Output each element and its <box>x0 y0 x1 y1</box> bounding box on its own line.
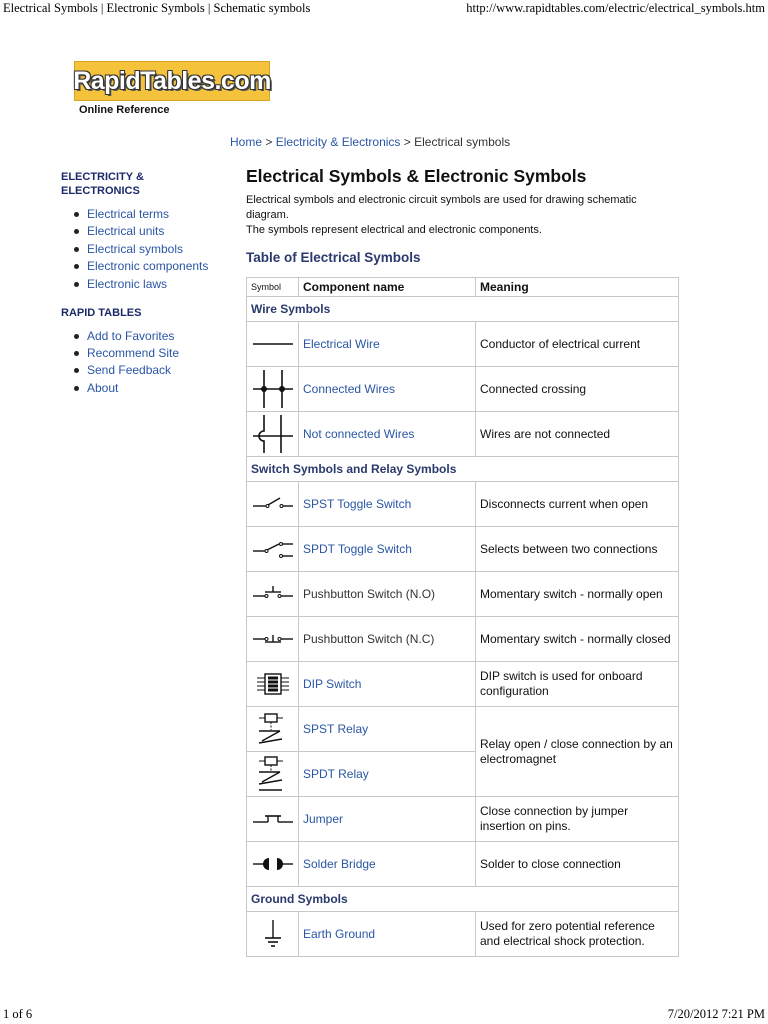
header-symbol: Symbol <box>247 278 299 297</box>
sidebar-link[interactable]: Electrical symbols <box>87 241 184 256</box>
sidebar-item-electrical-units <box>74 223 211 239</box>
sidebar-link[interactable]: Electrical units <box>87 224 165 239</box>
component-link[interactable]: DIP Switch <box>303 677 362 691</box>
sidebar-heading-rapid-tables: RAPID TABLES <box>61 306 142 319</box>
sidebar-item-electronic-laws <box>74 276 211 292</box>
component-link[interactable]: SPDT Toggle Switch <box>303 542 412 556</box>
section-row <box>247 887 679 912</box>
table-row <box>247 842 679 887</box>
symbol-cell <box>247 707 299 752</box>
symbol-cell <box>247 842 299 887</box>
print-header <box>3 0 765 18</box>
meaning-cell: Selects between two connections <box>476 527 679 572</box>
component-name-cell: Pushbutton Switch (N.O) <box>299 572 476 617</box>
pushbutton-nc-icon <box>250 619 296 659</box>
site-logo[interactable] <box>74 61 270 101</box>
dip-switch-icon <box>250 664 296 704</box>
earth-ground-icon <box>250 914 296 954</box>
meaning-cell: Close connection by jumper insertion on pins. <box>476 797 679 842</box>
symbol-cell <box>247 322 299 367</box>
main-content <box>246 166 680 957</box>
table-row <box>247 912 679 957</box>
table-row <box>247 322 679 367</box>
component-name-cell <box>299 412 476 457</box>
symbol-cell <box>247 572 299 617</box>
meaning-cell: DIP switch is used for onboard configuration <box>476 662 679 707</box>
meaning-cell: Momentary switch - normally open <box>476 572 679 617</box>
component-name-cell <box>299 482 476 527</box>
breadcrumb-current: Electrical symbols <box>414 135 511 149</box>
component-name-cell <box>299 662 476 707</box>
table-row <box>247 617 679 662</box>
sidebar-link[interactable]: Electronic components <box>87 259 209 274</box>
component-link[interactable]: Jumper <box>303 812 344 826</box>
component-link[interactable]: SPDT Relay <box>303 767 369 781</box>
component-name-cell <box>299 912 476 957</box>
pushbutton-no-icon <box>250 574 296 614</box>
component-link[interactable]: Not connected Wires <box>303 427 415 441</box>
sidebar-link[interactable]: Send Feedback <box>87 363 172 378</box>
component-link[interactable]: Connected Wires <box>303 382 396 396</box>
component-name-cell <box>299 322 476 367</box>
component-name-cell <box>299 707 476 752</box>
section-switch-symbols: Switch Symbols and Relay Symbols <box>247 457 679 482</box>
print-page-number: 1 of 6 <box>3 1007 33 1021</box>
sidebar-link[interactable]: Add to Favorites <box>87 328 175 343</box>
logo-text: RapidTables.com <box>73 66 271 95</box>
component-link[interactable]: Solder Bridge <box>303 857 376 871</box>
sidebar <box>61 170 211 410</box>
print-url: http://www.rapidtables.com/electric/electrical_symbols.htm <box>466 1 765 15</box>
sidebar-rapid-list <box>74 328 211 396</box>
meaning-cell: Disconnects current when open <box>476 482 679 527</box>
sidebar-item-send-feedback <box>74 362 211 378</box>
component-link[interactable]: Electrical Wire <box>303 337 380 351</box>
table-title: Table of Electrical Symbols <box>246 250 421 265</box>
page-title: Electrical Symbols & Electronic Symbols <box>246 166 587 186</box>
breadcrumb-separator: > <box>265 135 273 149</box>
print-title: Electrical Symbols | Electronic Symbols | Schematic symbols <box>3 1 311 15</box>
breadcrumb-home[interactable]: Home <box>230 135 263 149</box>
meaning-cell: Momentary switch - normally closed <box>476 617 679 662</box>
sidebar-item-electrical-terms <box>74 206 211 222</box>
breadcrumb-section[interactable]: Electricity & Electronics <box>275 135 401 149</box>
breadcrumb <box>230 135 510 149</box>
section-wire-symbols: Wire Symbols <box>247 297 679 322</box>
sidebar-link[interactable]: Electrical terms <box>87 207 170 221</box>
meaning-cell: Relay open / close connection by an electromagnet <box>476 707 679 797</box>
component-link[interactable]: SPST Toggle Switch <box>303 497 412 511</box>
jumper-icon <box>250 799 296 839</box>
intro-text: Electrical symbols and electronic circuit symbols are used for drawing schematic diagram. <box>246 194 637 221</box>
connected-wires-icon <box>250 367 296 411</box>
component-link[interactable]: SPST Relay <box>303 722 369 736</box>
header-component-name: Component name <box>299 278 476 297</box>
table-row <box>247 367 679 412</box>
component-link[interactable]: Earth Ground <box>303 927 376 941</box>
spst-relay-icon <box>250 709 296 749</box>
sidebar-link[interactable]: Electronic laws <box>87 276 168 291</box>
spdt-switch-icon <box>250 529 296 569</box>
symbol-cell <box>247 527 299 572</box>
component-name-cell <box>299 752 476 797</box>
table-row <box>247 797 679 842</box>
intro-text-2: The symbols represent electrical and electronic components. <box>246 224 542 236</box>
section-ground-symbols: Ground Symbols <box>247 887 679 912</box>
sidebar-item-recommend-site <box>74 345 211 361</box>
sidebar-heading-electricity: ELECTRICITY & ELECTRONICS <box>61 171 144 197</box>
breadcrumb-separator: > <box>403 135 411 149</box>
component-name-cell: Pushbutton Switch (N.C) <box>299 617 476 662</box>
sidebar-electricity-list <box>74 206 211 292</box>
not-connected-wires-icon <box>250 412 296 456</box>
spdt-relay-icon <box>250 754 296 794</box>
symbol-cell <box>247 412 299 457</box>
meaning-cell: Conductor of electrical current <box>476 322 679 367</box>
table-row <box>247 572 679 617</box>
table-row <box>247 707 679 752</box>
print-datetime: 7/20/2012 7:21 PM <box>667 1007 765 1021</box>
sidebar-item-add-favorites <box>74 328 211 344</box>
symbol-cell <box>247 482 299 527</box>
table-row <box>247 412 679 457</box>
symbol-cell <box>247 367 299 412</box>
solder-bridge-icon <box>250 844 296 884</box>
component-name-cell <box>299 527 476 572</box>
symbol-cell <box>247 617 299 662</box>
symbol-cell <box>247 797 299 842</box>
sidebar-link[interactable]: About <box>87 380 119 395</box>
meaning-cell: Solder to close connection <box>476 842 679 887</box>
section-row <box>247 297 679 322</box>
site-tagline: Online Reference <box>79 104 170 116</box>
section-row <box>247 457 679 482</box>
wire-icon <box>250 324 296 364</box>
symbol-cell <box>247 912 299 957</box>
table-row <box>247 527 679 572</box>
table-header-row <box>247 278 679 297</box>
table-row <box>247 482 679 527</box>
print-footer <box>3 1007 765 1023</box>
sidebar-item-electronic-components <box>74 258 211 274</box>
meaning-cell: Used for zero potential reference and electrical shock protection. <box>476 912 679 957</box>
meaning-cell: Connected crossing <box>476 367 679 412</box>
table-row <box>247 662 679 707</box>
spst-switch-icon <box>250 484 296 524</box>
meaning-cell: Wires are not connected <box>476 412 679 457</box>
component-name-cell <box>299 842 476 887</box>
sidebar-item-about <box>74 380 211 396</box>
symbols-table <box>246 277 679 957</box>
header-meaning: Meaning <box>476 278 679 297</box>
sidebar-item-electrical-symbols <box>74 241 211 257</box>
symbol-cell <box>247 662 299 707</box>
component-name-cell <box>299 797 476 842</box>
component-name-cell <box>299 367 476 412</box>
sidebar-link[interactable]: Recommend Site <box>87 345 180 360</box>
symbol-cell <box>247 752 299 797</box>
